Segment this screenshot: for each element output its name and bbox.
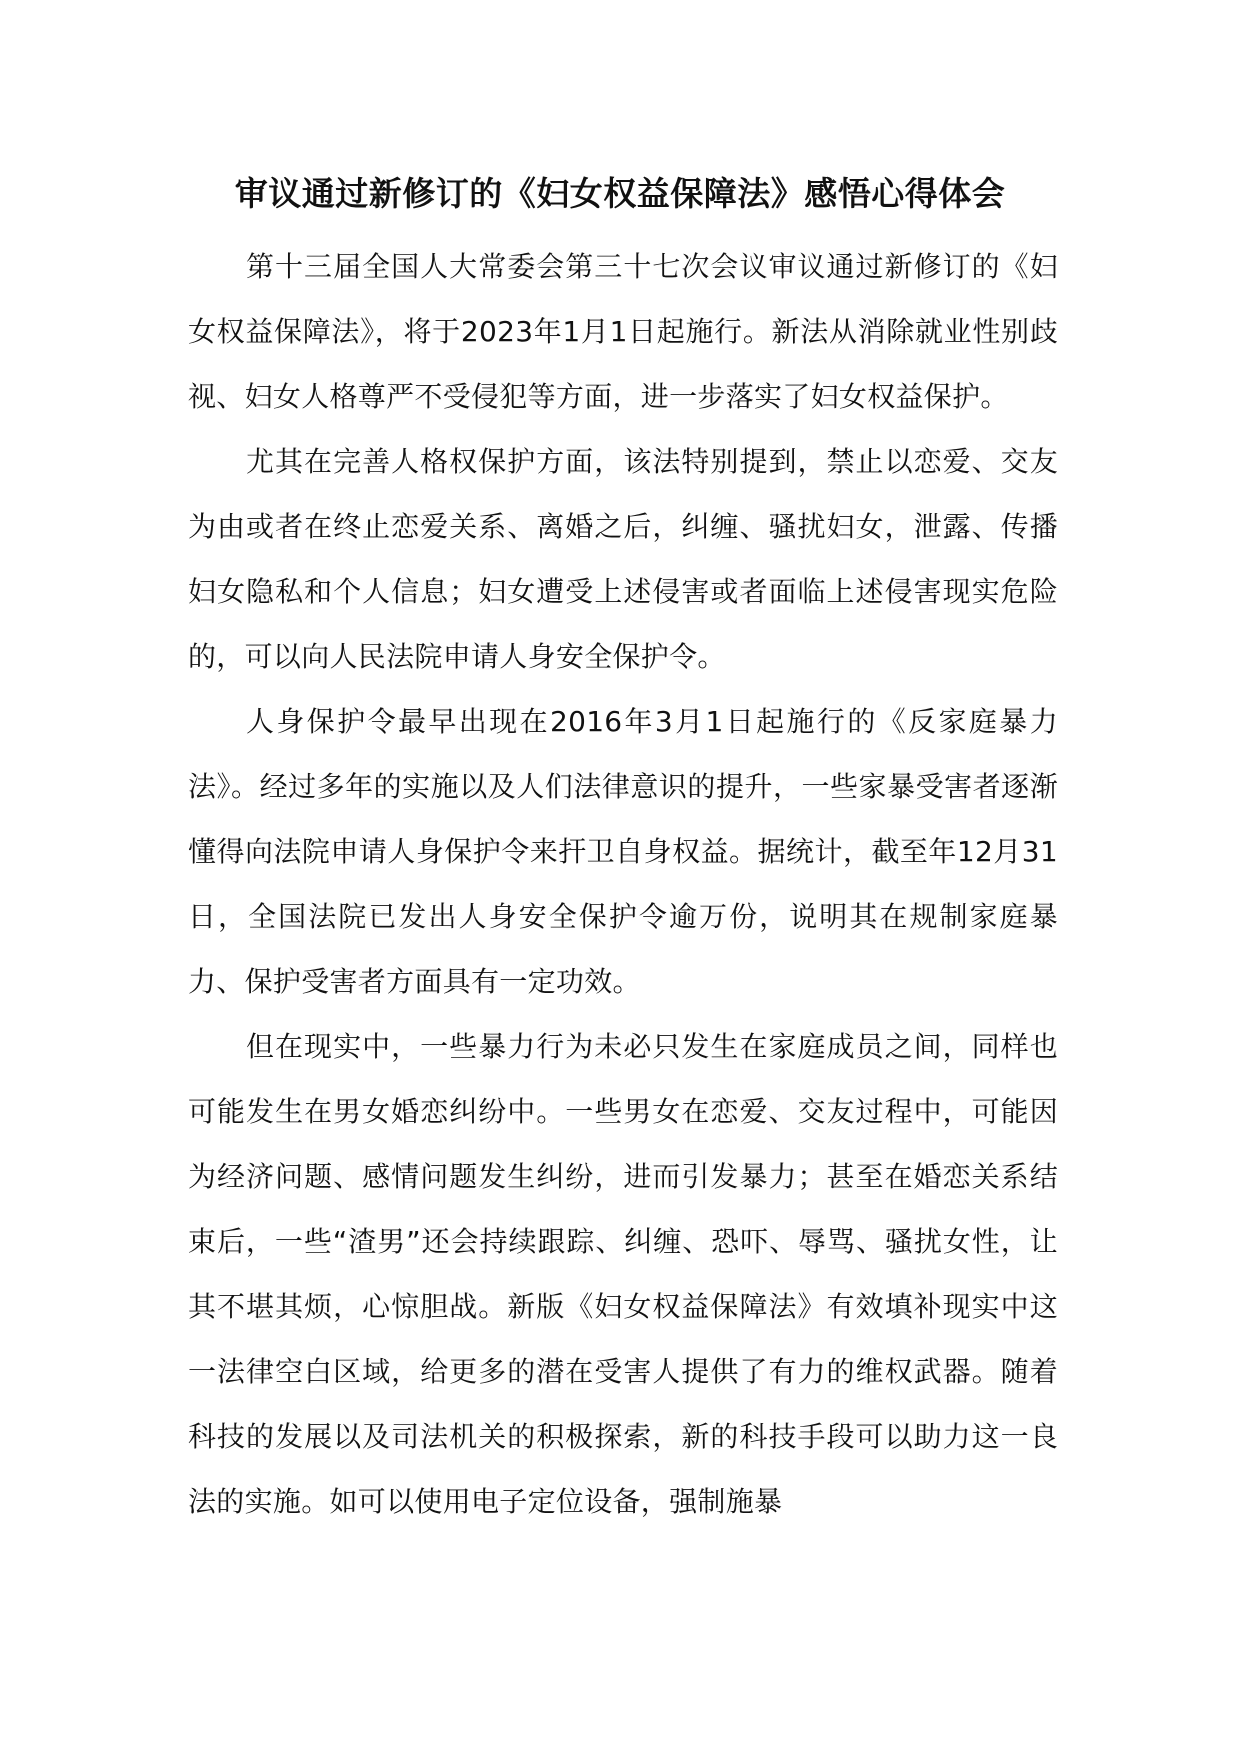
paragraph-1: 第十三届全国人大常委会第三十七次会议审议通过新修订的《妇女权益保障法》，将于2023年1月1日起施行。新法从消除就业性别歧视、妇女人格尊严不受侵犯等方面，进一步落实了妇女权益保护。 [188, 250, 1058, 413]
document-body [188, 234, 1058, 1534]
paragraph-3: 人身保护令最早出现在2016年3月1日起施行的《反家庭暴力法》。经过多年的实施以及人们法律意识的提升，一些家暴受害者逐渐懂得向法院申请人身保护令来扞卫自身权益。据统计，截至年12月31日，全国法院已发出人身安全保护令逾万份，说明其在规制家庭暴力、保护受害者方面具有一定功效。 [188, 705, 1058, 998]
paragraph-4: 但在现实中，一些暴力行为未必只发生在家庭成员之间，同样也可能发生在男女婚恋纠纷中。一些男女在恋爱、交友过程中，可能因为经济问题、感情问题发生纠纷，进而引发暴力；甚至在婚恋关系结束后，一些“渣男”还会持续跟踪、纠缠、恐吓、辱骂、骚扰女性，让其不堪其烦，心惊胆战。新版《妇女权益保障法》有效填补现实中这一法律空白区域，给更多的潜在受害人提供了有力的维权武器。随着科技的发展以及司法机关的积极探索，新的科技手段可以助力这一良法的实施。如可以使用电子定位设备，强制施暴 [188, 1030, 1058, 1518]
paragraph-2: 尤其在完善人格权保护方面，该法特别提到，禁止以恋爱、交友为由或者在终止恋爱关系、离婚之后，纠缠、骚扰妇女，泄露、传播妇女隐私和个人信息；妇女遭受上述侵害或者面临上述侵害现实危险的，可以向人民法院申请人身安全保护令。 [188, 445, 1058, 673]
document-title: 审议通过新修订的《妇女权益保障法》感悟心得体会 [234, 174, 1006, 213]
